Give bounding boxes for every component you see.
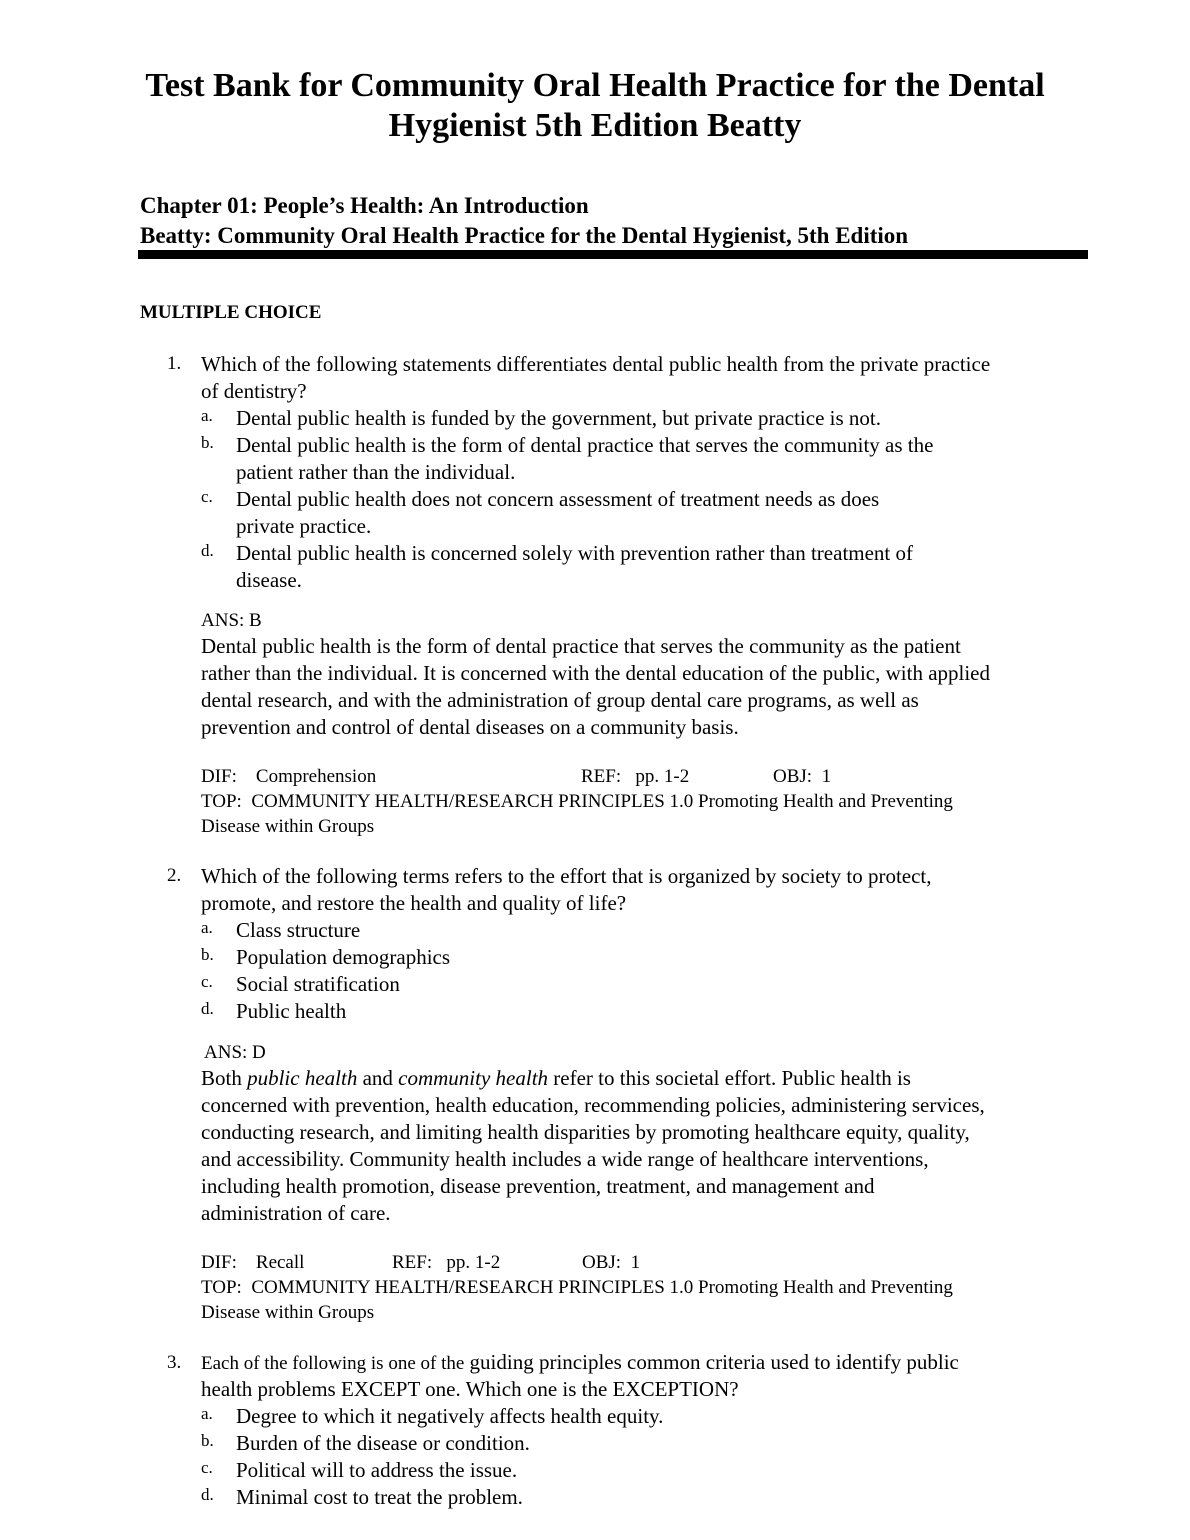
topic: TOP: COMMUNITY HEALTH/RESEARCH PRINCIPLES 1.0 Promoting Health and Preventing [201,1277,953,1298]
option-text: Social stratification [236,972,400,996]
option-label: a. [201,1404,213,1423]
rationale: administration of care. [201,1201,391,1225]
rationale: and accessibility. Community health includes a wide range of healthcare interventions, [201,1147,929,1171]
header-divider [138,250,1088,259]
topic: TOP: COMMUNITY HEALTH/RESEARCH PRINCIPLES 1.0 Promoting Health and Preventing [201,791,953,812]
rationale: Dental public health is the form of dental practice that serves the community as the patient [201,634,961,658]
option-text: Burden of the disease or condition. [236,1431,530,1455]
option-label: d. [201,541,214,560]
rationale: concerned with prevention, health education, recommending policies, administering services, [201,1093,985,1117]
rationale: conducting research, and limiting health disparities by promoting healthcare equity, quality, [201,1120,970,1144]
option-label: c. [201,972,213,991]
answer: ANS: D [204,1042,266,1063]
option-text: Dental public health is concerned solely with prevention rather than treatment of [236,541,914,565]
option-label: c. [201,487,213,506]
chapter-heading: Chapter 01: People’s Health: An Introduction [140,193,589,218]
book-heading: Beatty: Community Oral Health Practice for the Dental Hygienist, 5th Edition [140,223,909,248]
rationale: Both public health and community health refer to this societal effort. Public health is [201,1066,911,1090]
rationale: including health promotion, disease prevention, treatment, and management and [201,1174,875,1198]
option-text: disease. [236,568,302,592]
topic: Disease within Groups [201,816,375,837]
answer: ANS: B [201,610,262,631]
question-number: 2. [167,865,182,886]
option-label: a. [201,918,213,937]
document-title-line-2: Hygienist 5th Edition Beatty [388,107,802,144]
question-stem: health problems EXCEPT one. Which one is the EXCEPTION? [201,1377,739,1401]
option-label: b. [201,945,214,964]
question-stem: Which of the following statements differentiates dental public health from the private practice [201,352,991,376]
option-text: Population demographics [236,945,451,969]
topic: Disease within Groups [201,1302,375,1323]
option-text: Public health [236,999,347,1023]
option-label: c. [201,1458,213,1477]
option-text: patient rather than the individual. [236,460,516,484]
section-label: MULTIPLE CHOICE [140,302,322,323]
option-text: Degree to which it negatively affects health equity. [236,1404,664,1428]
option-label: d. [201,1485,214,1504]
option-text: private practice. [236,514,372,538]
question-number: 1. [167,353,182,374]
option-text: Class structure [236,918,361,942]
rationale: rather than the individual. It is concerned with the dental education of the public, with applied [201,661,991,685]
reference: REF: pp. 1-2 [392,1252,501,1273]
option-label: b. [201,433,214,452]
objective: OBJ: 1 [582,1252,641,1273]
difficulty: DIF: Recall [201,1252,305,1273]
rationale: prevention and control of dental diseases on a community basis. [201,715,739,739]
option-text: Political will to address the issue. [236,1458,518,1482]
question-stem: Each of the following is one of the guiding principles common criteria used to identify public [201,1350,959,1374]
difficulty: DIF: Comprehension [201,766,377,787]
document-title-line-1: Test Bank for Community Oral Health Practice for the Dental [145,67,1045,104]
option-text: Minimal cost to treat the problem. [236,1485,523,1509]
reference: REF: pp. 1-2 [581,766,690,787]
question-number: 3. [167,1352,182,1373]
question-stem: promote, and restore the health and quality of life? [201,891,627,915]
question-stem: of dentistry? [201,379,307,403]
question-stem: Which of the following terms refers to the effort that is organized by society to protect, [201,864,932,888]
option-label: a. [201,406,213,425]
option-label: d. [201,999,214,1018]
option-text: Dental public health is funded by the government, but private practice is not. [236,406,881,430]
objective: OBJ: 1 [773,766,832,787]
rationale: dental research, and with the administration of group dental care programs, as well as [201,688,919,712]
option-label: b. [201,1431,214,1450]
option-text: Dental public health does not concern assessment of treatment needs as does [236,487,880,511]
option-text: Dental public health is the form of dental practice that serves the community as the [236,433,934,457]
